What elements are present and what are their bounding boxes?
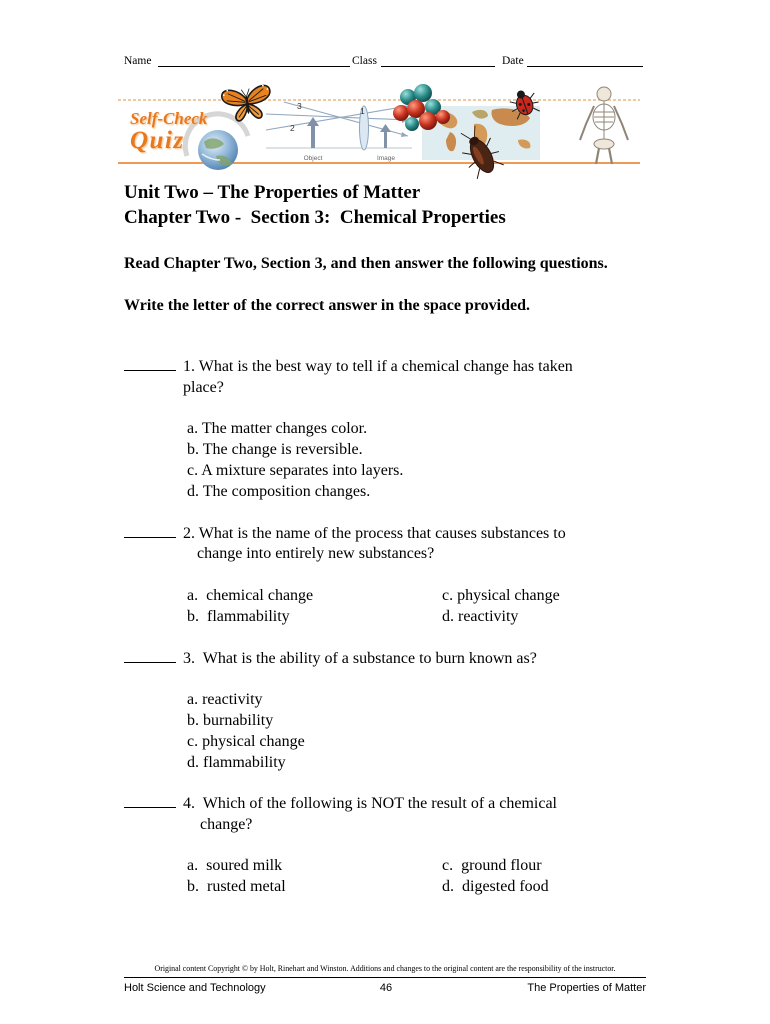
question-2-options-right: [442, 585, 560, 627]
question-1-options: [187, 418, 403, 502]
option-1c: c. A mixture separates into layers.: [187, 462, 404, 479]
option-2c: c. physical change: [442, 587, 560, 604]
ray-label-3: 3: [297, 101, 302, 111]
copyright-notice: Original content Copyright © by Holt, Rinehart and Winston. Additions and changes to the original content are the responsibility of the instructor.: [154, 964, 616, 973]
option-4a: a. soured milk: [187, 857, 283, 874]
object-label: Object: [303, 155, 323, 162]
class-field[interactable]: [381, 54, 495, 67]
banner-title-self-check: Self-Check: [130, 109, 208, 128]
option-1b: b. The change is reversible.: [187, 441, 363, 458]
answer-blank-1[interactable]: [124, 356, 176, 371]
question-1-text: 1. What is the best way to tell if a chemical change has taken: [183, 358, 573, 375]
option-1a: a. The matter changes color.: [187, 420, 368, 437]
question-4-text: 4. Which of the following is NOT the result of a chemical: [183, 795, 557, 812]
question-2-text-continued: change into entirely new substances?: [197, 545, 435, 562]
option-3b: b. burnability: [187, 712, 274, 729]
option-2b: b. flammability: [187, 608, 290, 625]
option-4b: b. rusted metal: [187, 878, 286, 895]
date-field[interactable]: [527, 54, 643, 67]
footer-divider: [124, 977, 646, 978]
option-3d: d. flammability: [187, 754, 286, 771]
question-2: [124, 523, 566, 544]
question-3-text: 3. What is the ability of a substance to burn known as?: [183, 650, 537, 667]
self-check-quiz-banner: [116, 84, 646, 180]
question-3-options: [187, 689, 305, 773]
answer-blank-2[interactable]: [124, 523, 176, 538]
answer-blank-4[interactable]: [124, 793, 176, 808]
question-1-text-continued: place?: [183, 379, 224, 396]
question-3: [124, 648, 537, 669]
footer-chapter-title: The Properties of Matter: [527, 982, 646, 994]
option-3c: c. physical change: [187, 733, 305, 750]
option-3a: a. reactivity: [187, 691, 263, 708]
image-label: Image: [376, 155, 396, 162]
footer-publisher: Holt Science and Technology: [124, 982, 266, 994]
class-label: Class: [352, 55, 377, 67]
page-number: 46: [379, 982, 393, 994]
option-2d: d. reactivity: [442, 608, 519, 625]
ray-label-1: 1: [360, 106, 365, 116]
answer-instruction: Write the letter of the correct answer in the space provided.: [124, 297, 530, 314]
question-2-text: 2. What is the name of the process that causes substances to: [183, 525, 566, 542]
question-2-options-left: [187, 585, 313, 627]
name-field[interactable]: [158, 54, 350, 67]
question-1: [124, 356, 573, 377]
question-4-options-left: [187, 855, 286, 897]
date-label: Date: [502, 55, 524, 67]
option-4d: d. digested food: [442, 878, 549, 895]
chapter-title: Chapter Two - Section 3: Chemical Properties: [124, 207, 506, 228]
optics-diagram-icon: [266, 102, 412, 150]
reading-instruction: Read Chapter Two, Section 3, and then answer the following questions.: [124, 255, 608, 272]
banner-title-quiz: Quiz: [130, 127, 185, 154]
name-label: Name: [124, 55, 152, 67]
question-4-text-continued: change?: [200, 816, 253, 833]
unit-title: Unit Two – The Properties of Matter: [124, 182, 421, 203]
option-1d: d. The composition changes.: [187, 483, 371, 500]
answer-blank-3[interactable]: [124, 648, 176, 663]
question-4: [124, 793, 557, 814]
skeleton-icon: [580, 87, 628, 164]
ray-label-2: 2: [290, 123, 295, 133]
option-4c: c. ground flour: [442, 857, 542, 874]
option-2a: a. chemical change: [187, 587, 314, 604]
globe-icon: [198, 130, 238, 170]
question-4-options-right: [442, 855, 549, 897]
